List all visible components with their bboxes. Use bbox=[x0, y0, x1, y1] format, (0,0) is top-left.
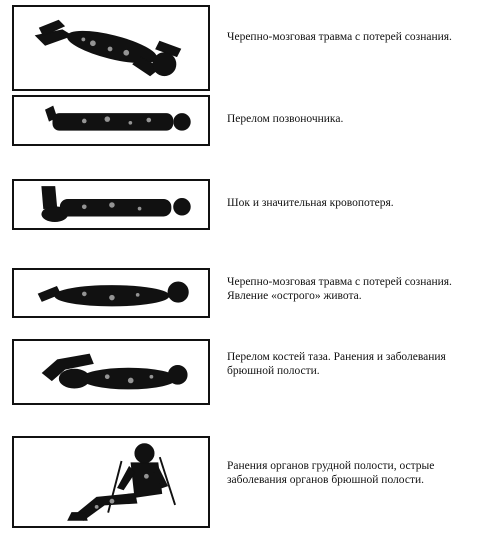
prone-figure-icon bbox=[14, 7, 208, 89]
panel-legs-raised bbox=[12, 179, 210, 230]
caption-supine: Перелом позвоночника. bbox=[227, 113, 344, 125]
frog-position-figure-icon bbox=[14, 341, 208, 403]
side-lying-figure-icon bbox=[14, 270, 208, 316]
caption-side-lying: Черепно-мозговая травма с потерей сознания. Явление «острого» живота. bbox=[227, 276, 452, 302]
panel-supine bbox=[12, 95, 210, 146]
panel-semi-sitting bbox=[12, 436, 210, 528]
caption-prone: Черепно-мозговая травма с потерей сознания. bbox=[227, 31, 452, 43]
caption-frog-position: Перелом костей таза. Ранения и заболевания брюшной полости. bbox=[227, 351, 446, 377]
supine-figure-icon bbox=[14, 97, 208, 144]
semi-sitting-figure-icon bbox=[14, 438, 208, 526]
panel-frog-position bbox=[12, 339, 210, 405]
panel-side-lying bbox=[12, 268, 210, 318]
legs-raised-figure-icon bbox=[14, 181, 208, 228]
caption-legs-raised: Шок и значительная кровопотеря. bbox=[227, 197, 394, 209]
caption-semi-sitting: Ранения органов грудной полости, острые заболевания органов брюшной полости. bbox=[227, 460, 435, 486]
panel-prone bbox=[12, 5, 210, 91]
